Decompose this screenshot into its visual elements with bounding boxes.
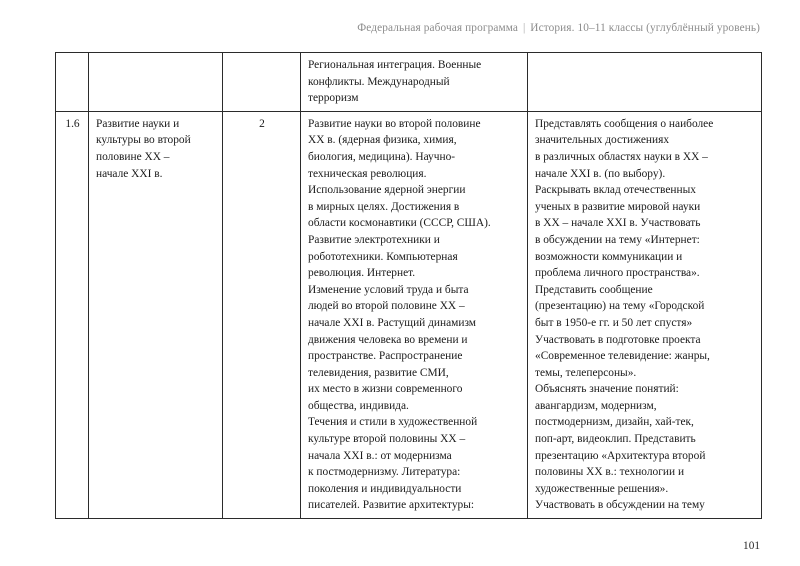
activities-line: презентацию «Архитектура второй [535, 449, 706, 462]
content-line: революция. Интернет. [308, 267, 416, 280]
page-number: 101 [743, 540, 760, 552]
content-line: людей во второй половине XX – [308, 300, 465, 313]
topic-line: начале XXI в. [96, 167, 163, 180]
content-line: культуре второй половины XX – [308, 433, 466, 446]
activities-line: Представить сообщение [535, 283, 653, 296]
curriculum-table [55, 52, 762, 519]
content-line: техническая революция. [308, 167, 427, 180]
content-line: телевидения, развитие СМИ, [308, 366, 449, 379]
cell-content [301, 53, 528, 112]
content-line: биология, медицина). Научно- [308, 150, 456, 163]
activities-line: темы, телеперсоны». [535, 366, 637, 379]
content-line: терроризм [308, 92, 359, 105]
content-line: Развитие электротехники и [308, 233, 440, 246]
content-line: пространстве. Распространение [308, 350, 463, 363]
content-line: области космонавтики (СССР, США). [308, 217, 491, 230]
activities-line: проблема личного пространства». [535, 267, 700, 280]
content-line: поколения и индивидуальности [308, 482, 462, 495]
header-subject-line: История. 10–11 классы (углублённый уровень) [530, 22, 760, 34]
content-line: начале XXI в. Растущий динамизм [308, 316, 477, 329]
activities-line: быт в 1950-е гг. и 50 лет спустя» [535, 316, 693, 329]
content-line: Течения и стили в художественной [308, 416, 478, 429]
activities-line: ученых в развитие мировой науки [535, 200, 701, 213]
cell-hours [223, 53, 301, 112]
content-line: XX в. (ядерная физика, химия, [308, 134, 457, 147]
activities-line: Представлять сообщения о наиболее [535, 117, 714, 130]
content-line: общества, индивида. [308, 399, 409, 412]
cell-topic [89, 111, 223, 518]
content-lines [308, 57, 521, 107]
cell-number [56, 53, 89, 112]
cell-number: 1.6 [56, 111, 89, 518]
header-program-title: Федеральная рабочая программа [357, 22, 519, 34]
activities-line: постмодернизм, дизайн, хай-тек, [535, 416, 694, 429]
cell-topic [89, 53, 223, 112]
content-line: к постмодернизму. Литература: [308, 466, 461, 479]
topic-line: Развитие науки и [96, 117, 180, 130]
content-line: робототехники. Компьютерная [308, 250, 458, 263]
content-line: Региональная интеграция. Военные [308, 59, 482, 71]
cell-content [301, 111, 528, 518]
activities-line: «Современное телевидение: жанры, [535, 350, 710, 363]
content-line: движения человека во времени и [308, 333, 468, 346]
activities-line: художественные решения». [535, 482, 669, 495]
activities-line: Участвовать в обсуждении на тему [535, 499, 705, 512]
content-line: Изменение условий труда и быта [308, 283, 469, 296]
activities-line: в различных областях науки в XX – [535, 150, 708, 163]
activities-line: в обсуждении на тему «Интернет: [535, 233, 700, 246]
table-row [56, 53, 762, 112]
content-line: конфликты. Международный [308, 75, 450, 88]
topic-lines [96, 116, 216, 182]
activities-line: (презентацию) на тему «Городской [535, 300, 705, 313]
activities-line: Раскрывать вклад отечественных [535, 184, 696, 197]
content-lines [308, 116, 521, 514]
activities-line: начале XXI в. (по выбору). [535, 167, 666, 180]
activities-line: Объяснять значение понятий: [535, 383, 679, 396]
topic-line: половине XX – [96, 150, 170, 163]
activities-line: авангардизм, модернизм, [535, 399, 657, 412]
content-line: писателей. Развитие архитектуры: [308, 499, 475, 512]
cell-activities [528, 111, 762, 518]
activities-line: половины XX в.: технологии и [535, 466, 685, 479]
activities-line: значительных достижениях [535, 134, 670, 147]
content-line: начала XXI в.: от модернизма [308, 449, 452, 462]
header-separator: | [522, 22, 526, 34]
activities-line: возможности коммуникации и [535, 250, 683, 263]
content-line: Использование ядерной энергии [308, 184, 466, 197]
activities-line: поп-арт, видеоклип. Представить [535, 433, 696, 446]
content-line: Развитие науки во второй половине [308, 117, 481, 130]
activities-line: Участвовать в подготовке проекта [535, 333, 701, 346]
content-line: в мирных целях. Достижения в [308, 200, 460, 213]
cell-hours: 2 [223, 111, 301, 518]
activities-line: в XX – начале XXI в. Участвовать [535, 217, 701, 230]
page-running-header [55, 22, 760, 34]
table-row [56, 111, 762, 518]
cell-activities [528, 53, 762, 112]
topic-line: культуры во второй [96, 134, 191, 147]
activities-lines [535, 116, 755, 514]
content-line: их место в жизни современного [308, 383, 463, 396]
